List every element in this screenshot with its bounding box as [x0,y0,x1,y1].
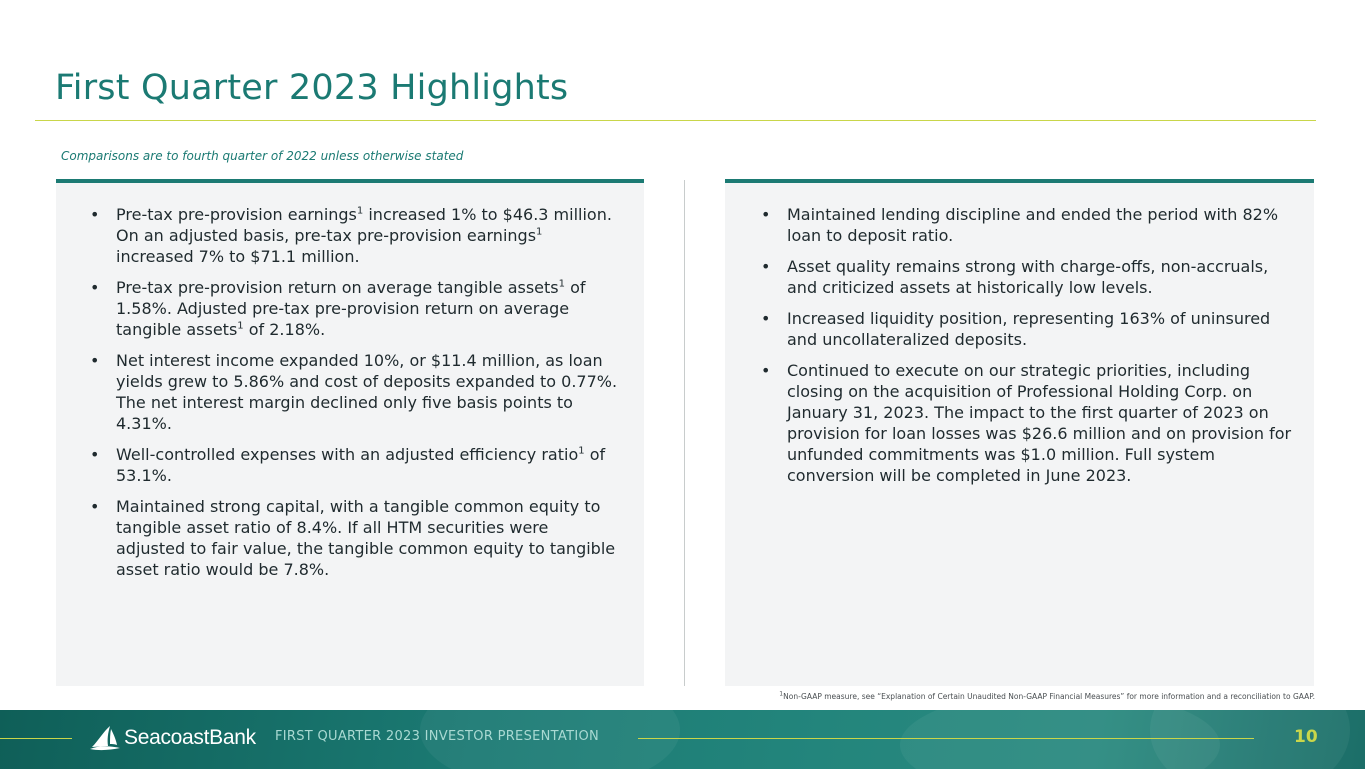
footnote-ref: 1 [558,278,565,290]
footnote-marker: 1 [779,690,784,698]
sailboat-logo-icon [90,725,120,751]
footnote [779,692,1315,701]
bullet-text: of 2.18%. [243,320,326,339]
bullet-text: increased 1% to $46.3 million. On an adjusted basis, pre-tax pre-provision earnings [116,205,612,245]
bullet-text: Well-controlled expenses with an adjusted efficiency ratio [116,445,579,464]
logo-wordmark: SeacoastBank [124,726,256,749]
bullet-text: Pre-tax pre-provision earnings [116,205,357,224]
footnote-ref: 1 [536,226,543,238]
right-highlights-panel [725,179,1314,686]
bullet-text: Pre-tax pre-provision return on average tangible assets [116,278,559,297]
bullet-text: Net interest income expanded 10%, or $11.4 million, as loan yields grew to 5.86% and cost of deposits expanded to 0.77%. The net interest margin declined only five basis points to 4.31%. [116,351,618,433]
bullet-item [761,308,1294,350]
footer-bar [0,710,1365,769]
bullet-text: increased 7% to $71.1 million. [116,247,360,266]
comparison-note: Comparisons are to fourth quarter of 2022 unless otherwise stated [61,149,464,163]
bullet-text: Maintained strong capital, with a tangible common equity to tangible asset ratio of 8.4%. If all HTM securities were adjusted to fair value, the tangible common equity to tangible asset ratio would be 7.8%. [116,497,616,579]
footnote-text: Non-GAAP measure, see “Explanation of Certain Unaudited Non-GAAP Financial Measures” for more information and a reconciliation to GAAP. [783,692,1315,701]
page-number: 10 [1294,727,1318,747]
bullet-text: of 53.1%. [116,445,606,485]
presentation-label: FIRST QUARTER 2023 INVESTOR PRESENTATION [275,729,600,744]
right-bullet-list [725,183,1314,486]
footnote-ref: 1 [578,445,585,457]
footer-accent-line-right [638,738,1254,739]
bullet-item [761,256,1294,298]
footer-accent-line-left [0,738,72,739]
bullet-item [90,496,620,580]
bullet-item [90,204,620,267]
seacoast-logo [90,723,256,753]
bullet-text: Increased liquidity position, representing 163% of uninsured and uncollateralized deposits. [787,309,1271,349]
title-divider [35,120,1316,121]
bullet-item [761,360,1294,486]
bullet-item [90,444,620,486]
footer-texture [1150,710,1350,769]
footnote-ref: 1 [237,320,244,332]
bullet-item [761,204,1294,246]
bullet-text: Continued to execute on our strategic priorities, including closing on the acquisition of Professional Holding Corp. on January 31, 2023. The impact to the first quarter of 2023 on provision for loan losses was $26.6 million and on provision for unfunded commitments was $1.0 million. Full system conversion will be completed in June 2023. [787,361,1292,485]
bullet-item [90,350,620,434]
bullet-text: of 1.58%. Adjusted pre-tax pre-provision return on average tangible assets [116,278,586,339]
column-divider [684,180,685,686]
footnote-ref: 1 [356,205,364,217]
bullet-text: Maintained lending discipline and ended the period with 82% loan to deposit ratio. [787,205,1279,245]
bullet-item [90,277,620,340]
left-bullet-list [56,183,644,580]
bullet-text: Asset quality remains strong with charge-offs, non-accruals, and criticized assets at historically low levels. [787,257,1269,297]
page-title: First Quarter 2023 Highlights [55,68,569,108]
left-highlights-panel [56,179,644,686]
